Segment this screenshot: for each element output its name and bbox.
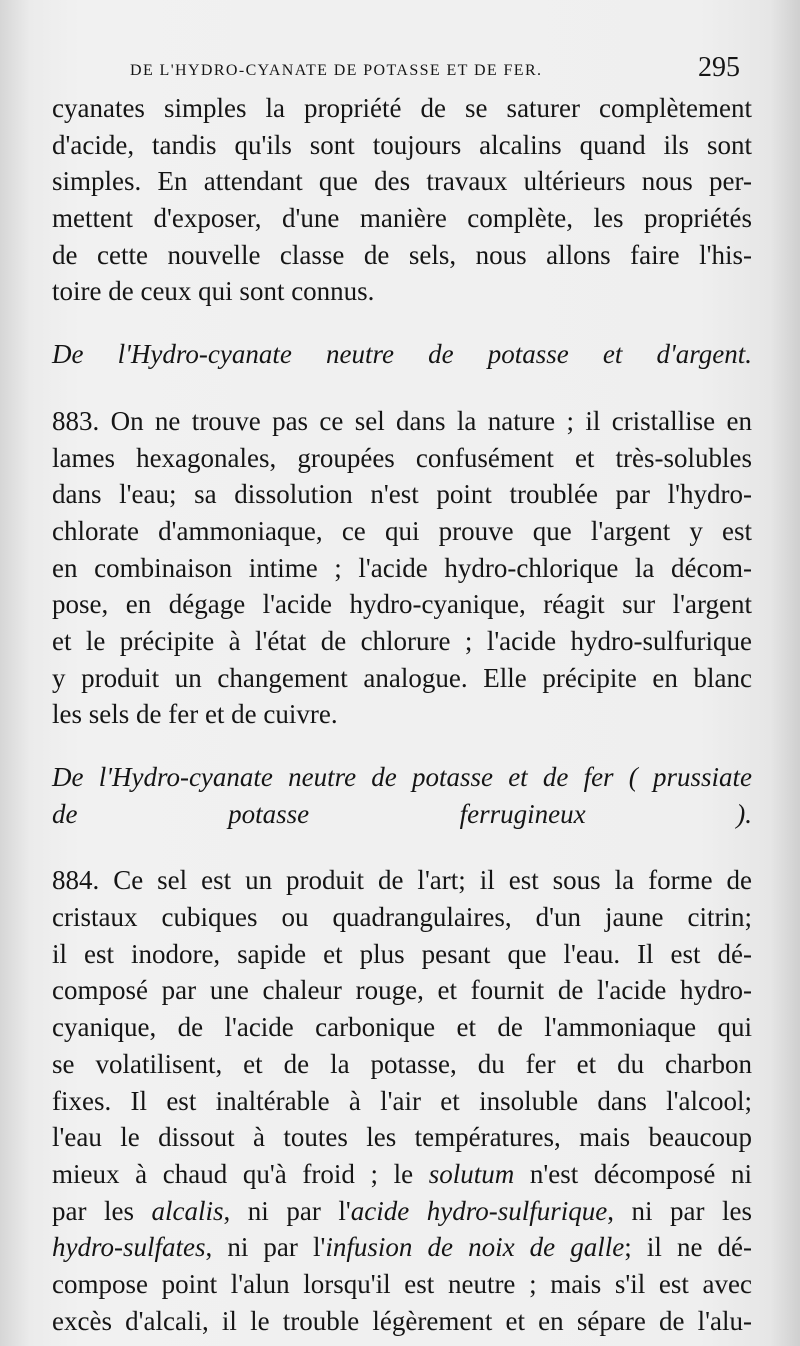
text-line: lames hexagonales, groupées confusément et très-solubles (52, 442, 752, 473)
italic-term: alcalis (151, 1195, 224, 1226)
paragraph-884 (52, 862, 752, 1339)
text-line: de cette nouvelle classe de sels, nous allons faire l'his- (52, 239, 752, 270)
text-run: n'est décomposé ni (514, 1158, 752, 1189)
text-run: par les (52, 1195, 152, 1226)
italic-term: infusion de noix de galle (325, 1232, 625, 1263)
text-line: composé par une chaleur rouge, et fournit de l'acide hydro- (52, 975, 752, 1006)
page-number: 295 (698, 52, 740, 83)
text-line-mixed (52, 1229, 752, 1266)
text-line: il est inodore, sapide et plus pesant que l'eau. Il est dé- (52, 938, 752, 969)
text-line: y produit un changement analogue. Elle précipite en blanc (52, 662, 752, 693)
text-line: cristaux cubiques ou quadrangulaires, d'un jaune citrin; (52, 902, 752, 933)
text-line: toire de ceux qui sont connus. (52, 276, 375, 307)
paragraph-883 (52, 403, 752, 733)
text-line: mettent d'exposer, d'une manière complète, les propriétés (52, 203, 752, 234)
text-run: , ni par l' (205, 1232, 326, 1263)
text-line: se volatilisent, et de la potasse, du fer et du charbon (52, 1048, 752, 1079)
text-line: et le précipite à l'état de chlorure ; l'acide hydro-sulfurique (52, 625, 752, 656)
text-line: excès d'alcali, il le trouble légèrement et en sépare de l'alu- (52, 1305, 752, 1336)
page-body (52, 90, 752, 1339)
text-run: , ni par les (607, 1195, 753, 1226)
text-line: pose, en dégage l'acide hydro-cyanique, réagit sur l'argent (52, 589, 752, 620)
section-heading-iron-line2: de potasse ferrugineux ). (52, 798, 752, 829)
text-line: les sels de fer et de cuivre. (52, 699, 338, 730)
text-line-mixed (52, 1193, 752, 1230)
text-run: ; il ne dé- (624, 1232, 753, 1263)
section-heading-silver: De l'Hydro-cyanate neutre de potasse et d'argent. (52, 339, 752, 370)
text-line: simples. En attendant que des travaux ultérieurs nous per- (52, 166, 752, 197)
text-line: cyanique, de l'acide carbonique et de l'ammoniaque qui (52, 1012, 752, 1043)
text-line: dans l'eau; sa dissolution n'est point troublée par l'hydro- (52, 479, 752, 510)
text-line: compose point l'alun lorsqu'il est neutre ; mais s'il est avec (52, 1268, 752, 1299)
text-run: mieux à chaud qu'à froid ; le (52, 1158, 429, 1189)
section-heading-iron-line1: De l'Hydro-cyanate neutre de potasse et de fer ( prussiate (52, 762, 752, 792)
text-line: chlorate d'ammoniaque, ce qui prouve que l'argent y est (52, 515, 752, 546)
intro-paragraph (52, 90, 752, 310)
italic-term: acide hydro-sulfurique (350, 1195, 608, 1226)
text-line-mixed (52, 1156, 752, 1193)
text-line: d'acide, tandis qu'ils sont toujours alcalins quand ils sont (52, 129, 752, 160)
running-head: DE L'HYDRO-CYANATE DE POTASSE ET DE FER. (130, 62, 543, 79)
text-line: 883. On ne trouve pas ce sel dans la nature ; il cristallise en (52, 405, 752, 436)
italic-term: hydro-sulfates (52, 1232, 206, 1263)
italic-term: solutum (428, 1158, 515, 1189)
text-line: l'eau le dissout à toutes les températures, mais beaucoup (52, 1122, 752, 1153)
text-line: cyanates simples la propriété de se saturer complètement (52, 93, 752, 123)
page-header (0, 52, 800, 88)
text-line: en combinaison intime ; l'acide hydro-chlorique la décom- (52, 552, 752, 583)
text-run: , ni par l' (223, 1195, 351, 1226)
text-line: fixes. Il est inaltérable à l'air et insoluble dans l'alcool; (52, 1085, 752, 1116)
text-line: 884. Ce sel est un produit de l'art; il est sous la forme de (52, 865, 752, 896)
